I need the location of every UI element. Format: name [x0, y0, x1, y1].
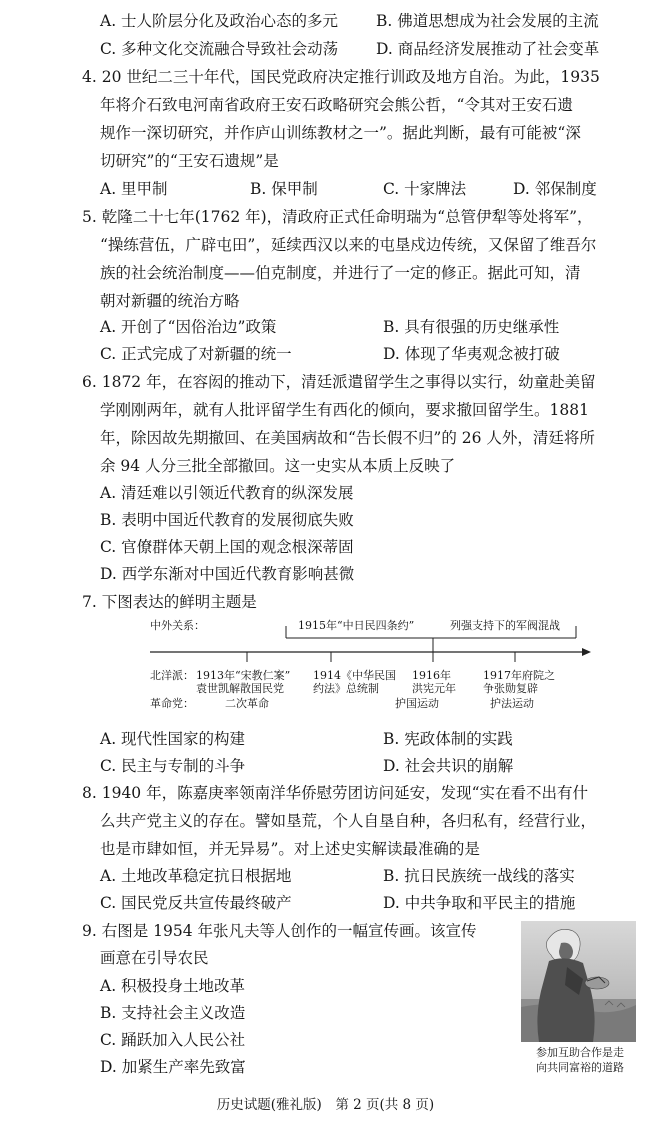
q5-option-a: A. 开创了“因俗治边”政策 [100, 318, 277, 336]
beiyang-event-2-line1: 1914《中华民国 [313, 669, 396, 682]
q4-option-a: A. 里甲制 [100, 180, 168, 198]
q4-stem-line2: 年将介石致电河南省政府王安石政略研究会熊公哲，“令其对王安石遗 [100, 96, 573, 114]
beiyang-event-4-line2: 争张勋复辟 [483, 682, 538, 695]
revolutionary-event-2: 护国运动 [395, 697, 439, 710]
q5-stem-line2: “操练营伍，广辟屯田”，延续西汉以来的屯垦戍边传统，又保留了维吾尔 [100, 236, 597, 254]
q9-option-b: B. 支持社会主义改造 [100, 1004, 246, 1022]
q4-option-d: D. 邻保制度 [513, 180, 597, 198]
q5-option-b: B. 具有很强的历史继承性 [383, 318, 560, 336]
beiyang-event-1-line1: 1913年“宋教仁案” [196, 669, 291, 682]
q5-option-d: D. 体现了华夷观念被打破 [383, 345, 560, 363]
revolutionary-label: 革命党： [150, 697, 194, 710]
q4-option-b: B. 保甲制 [250, 180, 318, 198]
q5-stem-line1: 5. 乾隆二十七年(1762 年)，清政府正式任命明瑞为“总管伊犁等处将军”， [82, 208, 593, 226]
poster-caption [519, 1045, 641, 1075]
q6-stem-line2: 学刚刚两年，就有人批评留学生有西化的倾向，要求撤回留学生。1881 [100, 401, 589, 419]
poster-caption-line1: 参加互助合作是走 [536, 1046, 624, 1059]
q5-stem-line4: 朝对新疆的统治方略 [100, 292, 240, 310]
foreign-event: 1915年“中日民四条约” [298, 619, 415, 632]
q6-option-d: D. 西学东渐对中国近代教育影响甚微 [100, 565, 355, 583]
q4-stem-line3: 规作一深切研究，并作庐山训练教材之一”。据此判断，最有可能被“深 [100, 124, 581, 142]
q8-stem-line1: 8. 1940 年，陈嘉庚率领南洋华侨慰劳团访问延安，发现“实在看不出有什 [82, 784, 589, 802]
q4-stem-line4: 切研究”的“王安石遗规”是 [100, 152, 279, 170]
q7-stem: 7. 下图表达的鲜明主题是 [82, 593, 257, 611]
beiyang-label: 北洋派： [150, 669, 194, 682]
q3-option-d: D. 商品经济发展推动了社会变革 [376, 40, 600, 58]
foreign-note: 列强支持下的军阀混战 [450, 619, 560, 632]
q8-option-b: B. 抗日民族统一战线的落实 [383, 867, 575, 885]
beiyang-event-4-line1: 1917年府院之 [483, 669, 555, 682]
q5-option-c: C. 正式完成了对新疆的统一 [100, 345, 292, 363]
q8-stem-line3: 也是市肆如恒，并无异易”。对上述史实解读最准确的是 [100, 840, 480, 858]
q6-stem-line4: 余 94 人分三批全部撤回。这一史实从本质上反映了 [100, 457, 456, 475]
q4-stem-line1: 4. 20 世纪二三十年代，国民党政府决定推行训政及地方自治。为此，1935 [82, 68, 600, 86]
beiyang-event-1-line2: 袁世凯解散国民党 [196, 682, 284, 695]
q7-option-a: A. 现代性国家的构建 [100, 730, 246, 748]
q6-stem-line3: 年，除因故先期撤回、在美国病故和“告长假不归”的 26 人外，清廷将所 [100, 429, 595, 447]
q9-option-a: A. 积极投身土地改革 [100, 977, 246, 995]
q7-option-c: C. 民主与专制的斗争 [100, 757, 246, 775]
q8-option-d: D. 中共争取和平民主的措施 [383, 894, 576, 912]
q9-stem-line1: 9. 右图是 1954 年张凡夫等人创作的一幅宣传画。该宣传 [82, 922, 477, 940]
revolutionary-event-1: 二次革命 [225, 697, 269, 710]
q4-option-c: C. 十家牌法 [383, 180, 467, 198]
q9-option-c: C. 踊跃加入人民公社 [100, 1031, 246, 1049]
q6-option-a: A. 清廷难以引领近代教育的纵深发展 [100, 484, 354, 502]
q6-option-c: C. 官僚群体天朝上国的观念根深蒂固 [100, 538, 354, 556]
poster-caption-line2: 向共同富裕的道路 [536, 1061, 624, 1074]
q6-option-b: B. 表明中国近代教育的发展彻底失败 [100, 511, 354, 529]
propaganda-poster-image [521, 921, 636, 1042]
q7-option-b: B. 宪政体制的实践 [383, 730, 513, 748]
q8-stem-line2: 么共产党主义的存在。譬如垦荒，个人自垦自种，各归私有，经营行业， [100, 812, 597, 830]
q3-option-a: A. 士人阶层分化及政治心态的多元 [100, 12, 339, 30]
q7-timeline-diagram [150, 615, 595, 715]
q7-option-d: D. 社会共识的崩解 [383, 757, 514, 775]
beiyang-event-3-line1: 1916年 [412, 669, 451, 682]
page-footer: 历史试题(雅礼版) 第 2 页(共 8 页) [216, 1097, 435, 1113]
q8-option-c: C. 国民党反共宣传最终破产 [100, 894, 292, 912]
q3-option-b: B. 佛道思想成为社会发展的主流 [376, 12, 599, 30]
q5-stem-line3: 族的社会统治制度——伯克制度，并进行了一定的修正。据此可知，清 [100, 264, 581, 282]
q8-option-a: A. 土地改革稳定抗日根据地 [100, 867, 292, 885]
beiyang-event-2-line2: 约法》总统制 [313, 682, 379, 695]
q6-stem-line1: 6. 1872 年，在容闳的推动下，清廷派遣留学生之事得以实行，幼童赴美留 [82, 373, 596, 391]
revolutionary-event-3: 护法运动 [490, 697, 534, 710]
q9-stem-line2: 画意在引导农民 [100, 949, 209, 967]
beiyang-event-3-line2: 洪宪元年 [412, 682, 456, 695]
q9-option-d: D. 加紧生产率先致富 [100, 1058, 246, 1076]
foreign-relations-label: 中外关系： [150, 619, 205, 632]
q3-option-c: C. 多种文化交流融合导致社会动荡 [100, 40, 339, 58]
